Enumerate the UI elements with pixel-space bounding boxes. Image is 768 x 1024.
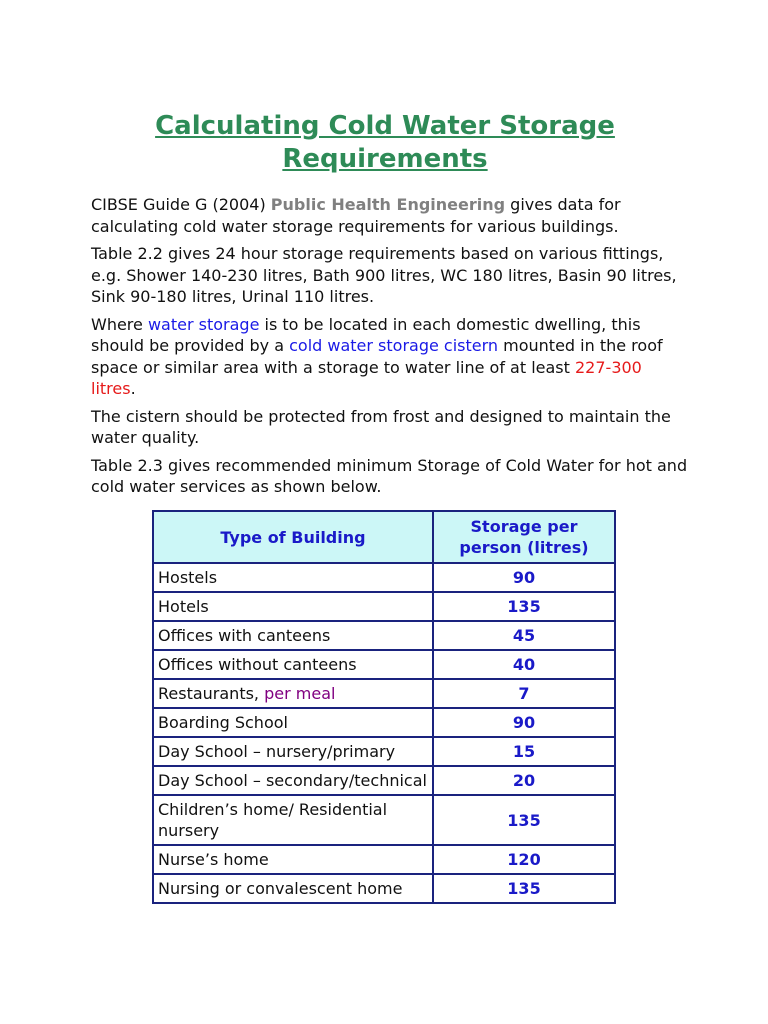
building-type-label: Day School – secondary/technical [158, 771, 427, 790]
building-type-cell [153, 650, 433, 679]
storage-value-cell: 40 [433, 650, 615, 679]
table-row [153, 592, 615, 621]
storage-value-cell: 15 [433, 737, 615, 766]
building-type-cell [153, 795, 433, 845]
paragraph-table-2-2: Table 2.2 gives 24 hour storage requirements based on various fittings, e.g. Shower 140-230 litres, Bath 900 litres, WC 180 litres, Basin 90 litres, Sink 90-180 litres, Urinal 110 litres. [91, 244, 677, 306]
table-header-row [153, 511, 615, 563]
building-type-label: Children’s home/ Residential nursery [158, 800, 388, 840]
table-row [153, 650, 615, 679]
storage-value-cell: 90 [433, 708, 615, 737]
page-title: Calculating Cold Water Storage Requirements [155, 111, 615, 174]
paragraph-intro [91, 194, 691, 237]
table-row [153, 795, 615, 845]
building-type-cell [153, 845, 433, 874]
term-cistern: cold water storage cistern [289, 336, 499, 355]
building-type-cell [153, 563, 433, 592]
header-storage-per-person: Storage per person (litres) [433, 511, 615, 563]
source-title: Public Health Engineering [270, 195, 506, 214]
domestic-text-3: mounted in the roof space or similar area with a storage to water line of at least [91, 336, 663, 377]
storage-value-cell: 90 [433, 563, 615, 592]
building-type-cell [153, 737, 433, 766]
storage-value-cell: 7 [433, 679, 615, 708]
building-type-cell [153, 621, 433, 650]
building-type-cell [153, 679, 433, 708]
paragraph-domestic [91, 314, 691, 400]
building-type-cell [153, 766, 433, 795]
paragraph-table-2-3: Table 2.3 gives recommended minimum Storage of Cold Water for hot and cold water services as shown below. [91, 455, 688, 496]
term-litres: 227-300 litres [91, 357, 642, 398]
building-type-label: Hostels [158, 568, 218, 587]
table-row [153, 708, 615, 737]
storage-value-cell: 135 [433, 592, 615, 621]
building-type-label: Nursing or convalescent home [158, 879, 403, 898]
storage-value-cell: 135 [433, 795, 615, 845]
term-water-storage: water storage [147, 314, 260, 334]
building-type-cell [153, 592, 433, 621]
table-row [153, 845, 615, 874]
building-type-label: Boarding School [158, 713, 288, 732]
storage-value-cell: 120 [433, 845, 615, 874]
building-type-note: per meal [264, 684, 336, 703]
intro-text-start: CIBSE Guide G (2004) [91, 195, 271, 214]
table-row [153, 737, 615, 766]
paragraph-frost: The cistern should be protected from frost and designed to maintain the water quality. [91, 406, 671, 447]
domestic-text-4: . [130, 379, 136, 398]
building-type-label: Offices with canteens [158, 626, 331, 645]
header-type-of-building: Type of Building [153, 511, 433, 563]
building-type-cell [153, 708, 433, 737]
domestic-text-2: is to be located in each domestic dwelling, this should be provided by a [91, 314, 641, 355]
table-row [153, 621, 615, 650]
intro-text-end: gives data for calculating cold water storage requirements for various buildings. [91, 195, 621, 236]
domestic-text-1: Where [91, 314, 148, 334]
building-type-label: Offices without canteens [158, 655, 357, 674]
storage-value-cell: 135 [433, 874, 615, 903]
storage-table [152, 510, 616, 904]
building-type-label: Restaurants, [158, 684, 265, 703]
building-type-cell [153, 874, 433, 903]
body-text [91, 194, 691, 504]
storage-value-cell: 20 [433, 766, 615, 795]
storage-value-cell: 45 [433, 621, 615, 650]
table-row [153, 563, 615, 592]
table-row [153, 766, 615, 795]
building-type-label: Hotels [158, 597, 209, 616]
table-row [153, 874, 615, 903]
table-row [153, 679, 615, 708]
building-type-label: Day School – nursery/primary [158, 742, 396, 761]
building-type-label: Nurse’s home [158, 850, 269, 869]
